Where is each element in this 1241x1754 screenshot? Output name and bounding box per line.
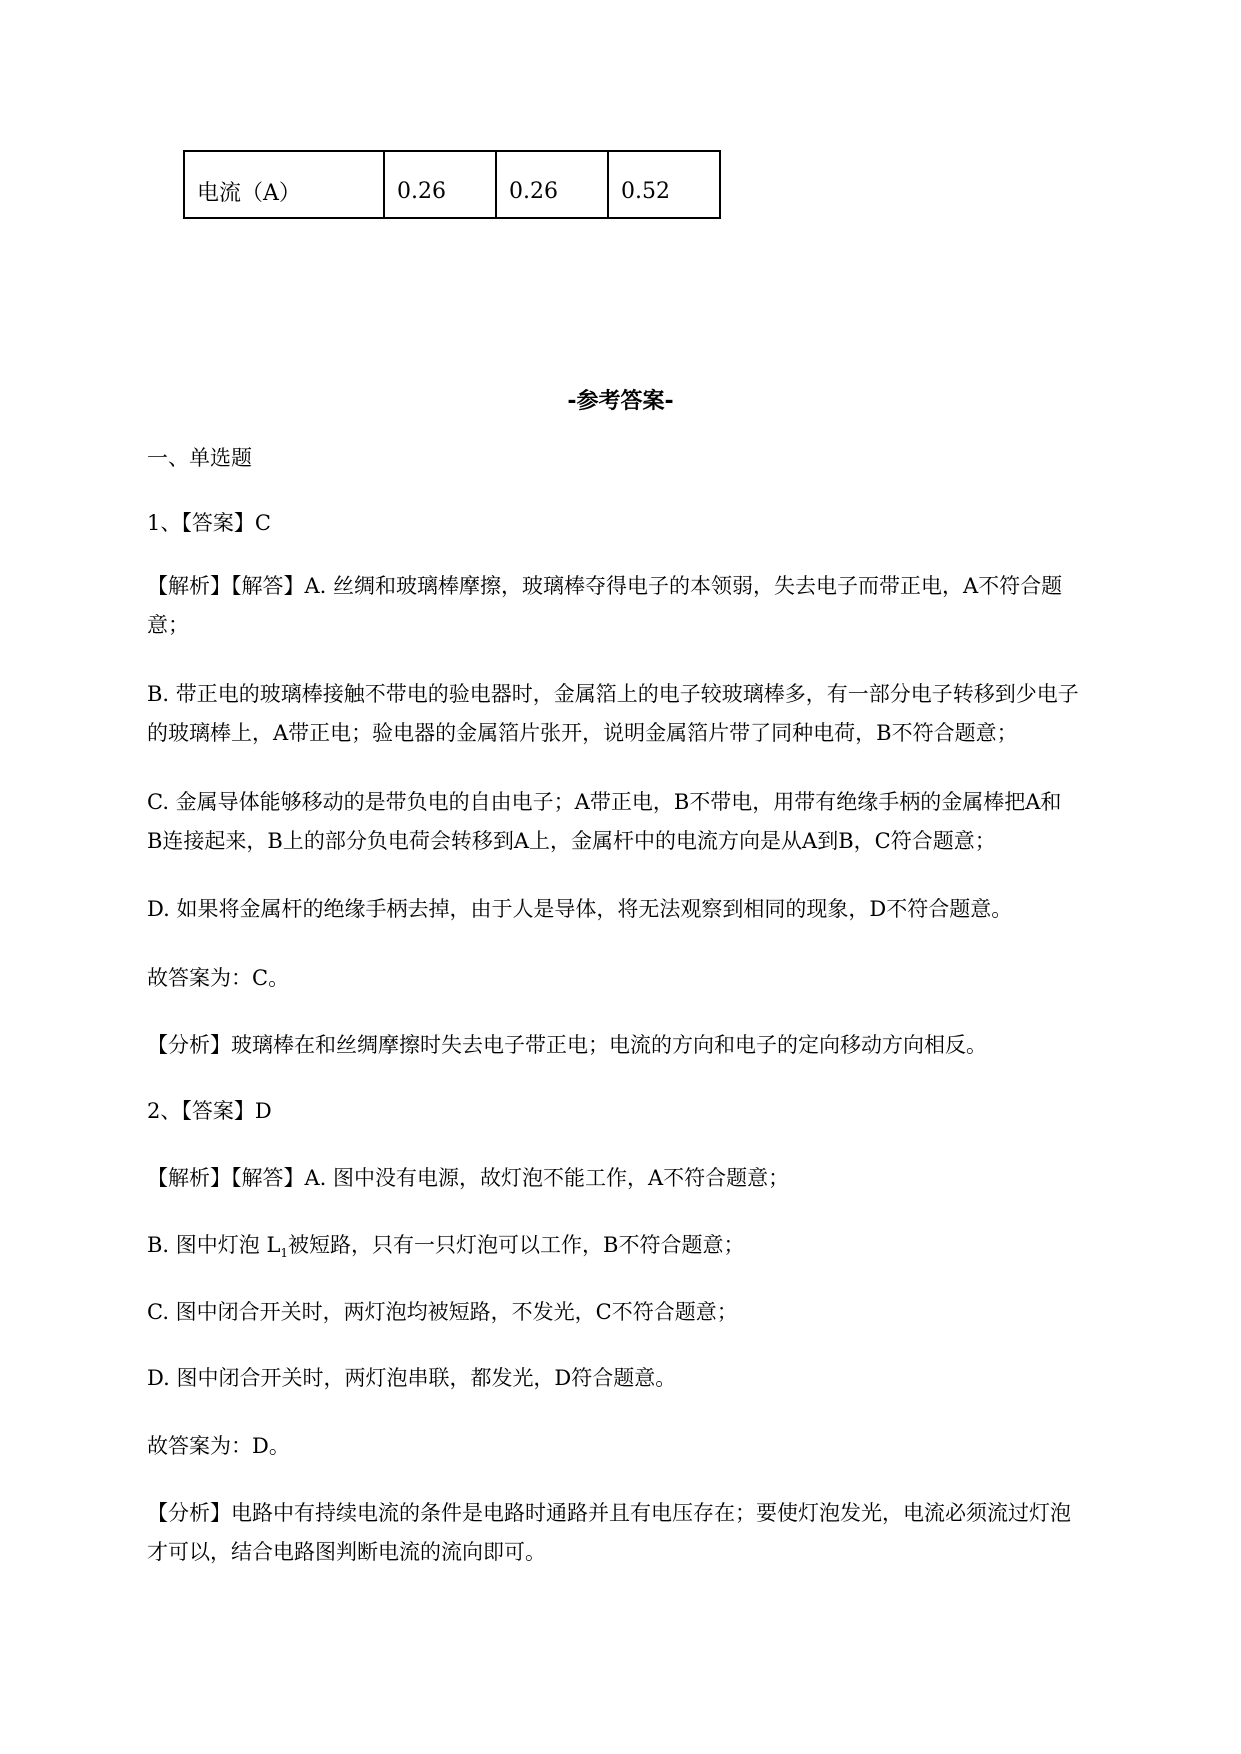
- q2-analysis-c: C. 图中闭合开关时，两灯泡均被短路，不发光，C不符合题意；: [147, 1300, 738, 1324]
- table-cell: 0.52: [608, 151, 720, 218]
- q2-summary-line1: 【分析】电路中有持续电流的条件是电路时通路并且有电压存在；要使灯泡发光，电流必须流过灯泡: [147, 1501, 1071, 1525]
- q2-answer: 2、【答案】D: [147, 1099, 272, 1123]
- table-cell: 0.26: [384, 151, 496, 218]
- q1-analysis-a-line2: 意；: [147, 613, 189, 637]
- q2-analysis-b-post: 被短路，只有一只灯泡可以工作，B不符合题意；: [288, 1233, 745, 1257]
- current-table: [183, 150, 721, 219]
- q2-conclusion: 故答案为：D。: [147, 1434, 290, 1458]
- section-title: -参考答案-: [567, 389, 674, 414]
- q1-analysis-b-line1: B. 带正电的玻璃棒接触不带电的验电器时，金属箔上的电子较玻璃棒多，有一部分电子转移到少电子: [147, 682, 1079, 706]
- q1-analysis-a-line1: 【解析】【解答】A. 丝绸和玻璃棒摩擦，玻璃棒夺得电子的本领弱，失去电子而带正电，A不符合题: [147, 574, 1063, 598]
- q2-analysis-b: [147, 1227, 1147, 1271]
- q1-analysis-b-line2: 的玻璃棒上，A带正电；验电器的金属箔片张开，说明金属箔片带了同种电荷，B不符合题意；: [147, 721, 1018, 745]
- q1-conclusion: 故答案为：C。: [147, 966, 290, 990]
- q1-answer: 1、【答案】C: [147, 511, 271, 535]
- q2-analysis-b-pre: B. 图中灯泡 L: [147, 1233, 281, 1257]
- q2-analysis-a: 【解析】【解答】A. 图中没有电源，故灯泡不能工作，A不符合题意；: [147, 1166, 790, 1190]
- q1-summary: 【分析】玻璃棒在和丝绸摩擦时失去电子带正电；电流的方向和电子的定向移动方向相反。: [147, 1033, 987, 1057]
- q1-analysis-c-line2: B连接起来，B上的部分负电荷会转移到A上，金属杆中的电流方向是从A到B，C符合题意；: [147, 829, 996, 853]
- category-heading: 一、单选题: [147, 446, 252, 470]
- q2-analysis-d: D. 图中闭合开关时，两灯泡串联，都发光，D符合题意。: [147, 1366, 677, 1390]
- q2-summary-line2: 才可以，结合电路图判断电流的流向即可。: [147, 1540, 546, 1564]
- table-row: [184, 151, 720, 218]
- table-cell: 电流（A）: [184, 151, 384, 218]
- q1-analysis-c-line1: C. 金属导体能够移动的是带负电的自由电子；A带正电，B不带电，用带有绝缘手柄的金属棒把A和: [147, 790, 1062, 814]
- q2-analysis-b-subscript: 1: [280, 1246, 289, 1261]
- table-cell: 0.26: [496, 151, 608, 218]
- q1-analysis-d: D. 如果将金属杆的绝缘手柄去掉，由于人是导体，将无法观察到相同的现象，D不符合题意。: [147, 897, 1013, 921]
